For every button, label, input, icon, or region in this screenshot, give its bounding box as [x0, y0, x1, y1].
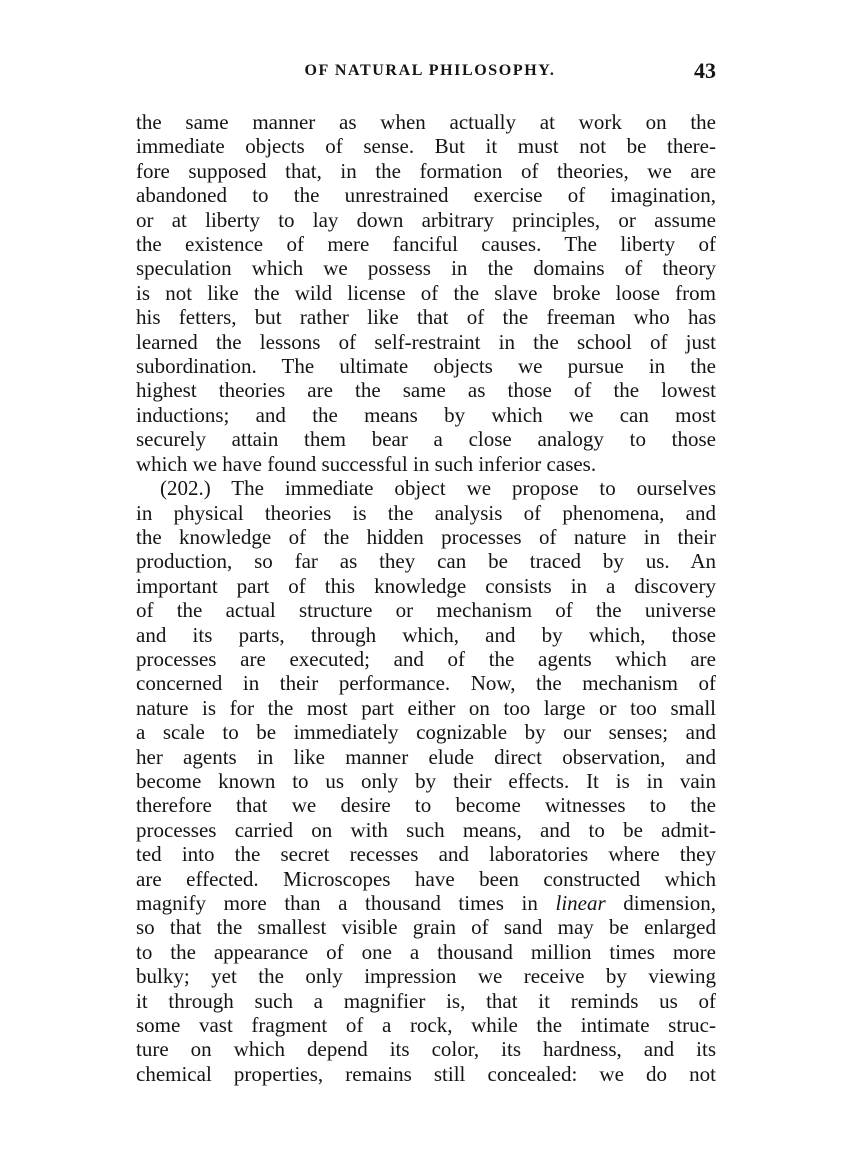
- text-line: which we have found successful in such inferior cases.: [136, 451, 597, 476]
- text-line-with-italic: [136, 891, 716, 915]
- text-line: her agents in like manner elude direct observation, and: [136, 744, 716, 769]
- text-line: important part of this knowledge consists in a discovery: [136, 573, 716, 598]
- text-line: ture on which depend its color, its hardness, and its: [136, 1037, 716, 1062]
- text-line: or at liberty to lay down arbitrary principles, or assume: [136, 207, 716, 232]
- text-line: securely attain them bear a close analogy to those: [136, 427, 716, 452]
- text-line: processes carried on with such means, and to be admit-: [136, 817, 716, 842]
- text-line: concerned in their performance. Now, the mechanism of: [136, 671, 716, 696]
- text-line: it through such a magnifier is, that it reminds us of: [136, 988, 716, 1013]
- text-line: therefore that we desire to become witnesses to the: [136, 793, 716, 818]
- text-line: are effected. Microscopes have been constructed which: [136, 866, 716, 891]
- text-line: the same manner as when actually at work on the: [136, 110, 716, 134]
- text-line: bulky; yet the only impression we receive by viewing: [136, 964, 716, 989]
- text-line: highest theories are the same as those of the lowest: [136, 378, 716, 403]
- text-line: is not like the wild license of the slave broke loose from: [136, 280, 716, 305]
- text-line: nature is for the most part either on too large or too small: [136, 695, 716, 720]
- text-line: a scale to be immediately cognizable by our senses; and: [136, 720, 716, 745]
- text-line: processes are executed; and of the agents which are: [136, 646, 716, 671]
- text-line: learned the lessons of self-restraint in the school of just: [136, 329, 716, 354]
- text-line: so that the smallest visible grain of sand may be enlarged: [136, 915, 716, 940]
- page-number: 43: [694, 58, 716, 83]
- paragraph-202: [136, 476, 716, 1086]
- text-line: in physical theories is the analysis of phenomena, and: [136, 500, 716, 525]
- running-head: [136, 58, 716, 92]
- text-line: some vast fragment of a rock, while the intimate struc-: [136, 1013, 716, 1038]
- text-line: abandoned to the unrestrained exercise of imagination,: [136, 183, 716, 208]
- text-line: chemical properties, remains still concealed: we do not: [136, 1061, 716, 1086]
- paragraph-continued: [136, 110, 716, 476]
- text-line: speculation which we possess in the domains of theory: [136, 256, 716, 281]
- text-line: ted into the secret recesses and laboratories where they: [136, 842, 716, 867]
- text-line: and its parts, through which, and by which, those: [136, 622, 716, 647]
- text-line: the existence of mere fanciful causes. The liberty of: [136, 232, 716, 257]
- text-line: to the appearance of one a thousand million times more: [136, 939, 716, 964]
- text-line: the knowledge of the hidden processes of nature in their: [136, 524, 716, 549]
- text-line: of the actual structure or mechanism of the universe: [136, 598, 716, 623]
- text-line: immediate objects of sense. But it must not be there-: [136, 134, 716, 159]
- book-page: [136, 58, 717, 1086]
- text-line: subordination. The ultimate objects we pursue in the: [136, 354, 716, 379]
- text-line: his fetters, but rather like that of the freeman who has: [136, 305, 716, 330]
- body-text: [136, 110, 716, 1086]
- text-line-start: magnify more than a thousand times in: [136, 891, 538, 915]
- text-line: fore supposed that, in the formation of theories, we are: [136, 158, 716, 183]
- text-line: become known to us only by their effects. It is in vain: [136, 768, 716, 793]
- text-line: inductions; and the means by which we can most: [136, 402, 716, 427]
- italic-word: linear: [555, 891, 606, 915]
- running-title: OF NATURAL PHILOSOPHY.: [304, 62, 556, 79]
- text-line-end: dimension,: [605, 891, 717, 915]
- text-line: production, so far as they can be traced by us. An: [136, 549, 716, 574]
- text-line: (202.) The immediate object we propose to ourselves: [160, 476, 716, 501]
